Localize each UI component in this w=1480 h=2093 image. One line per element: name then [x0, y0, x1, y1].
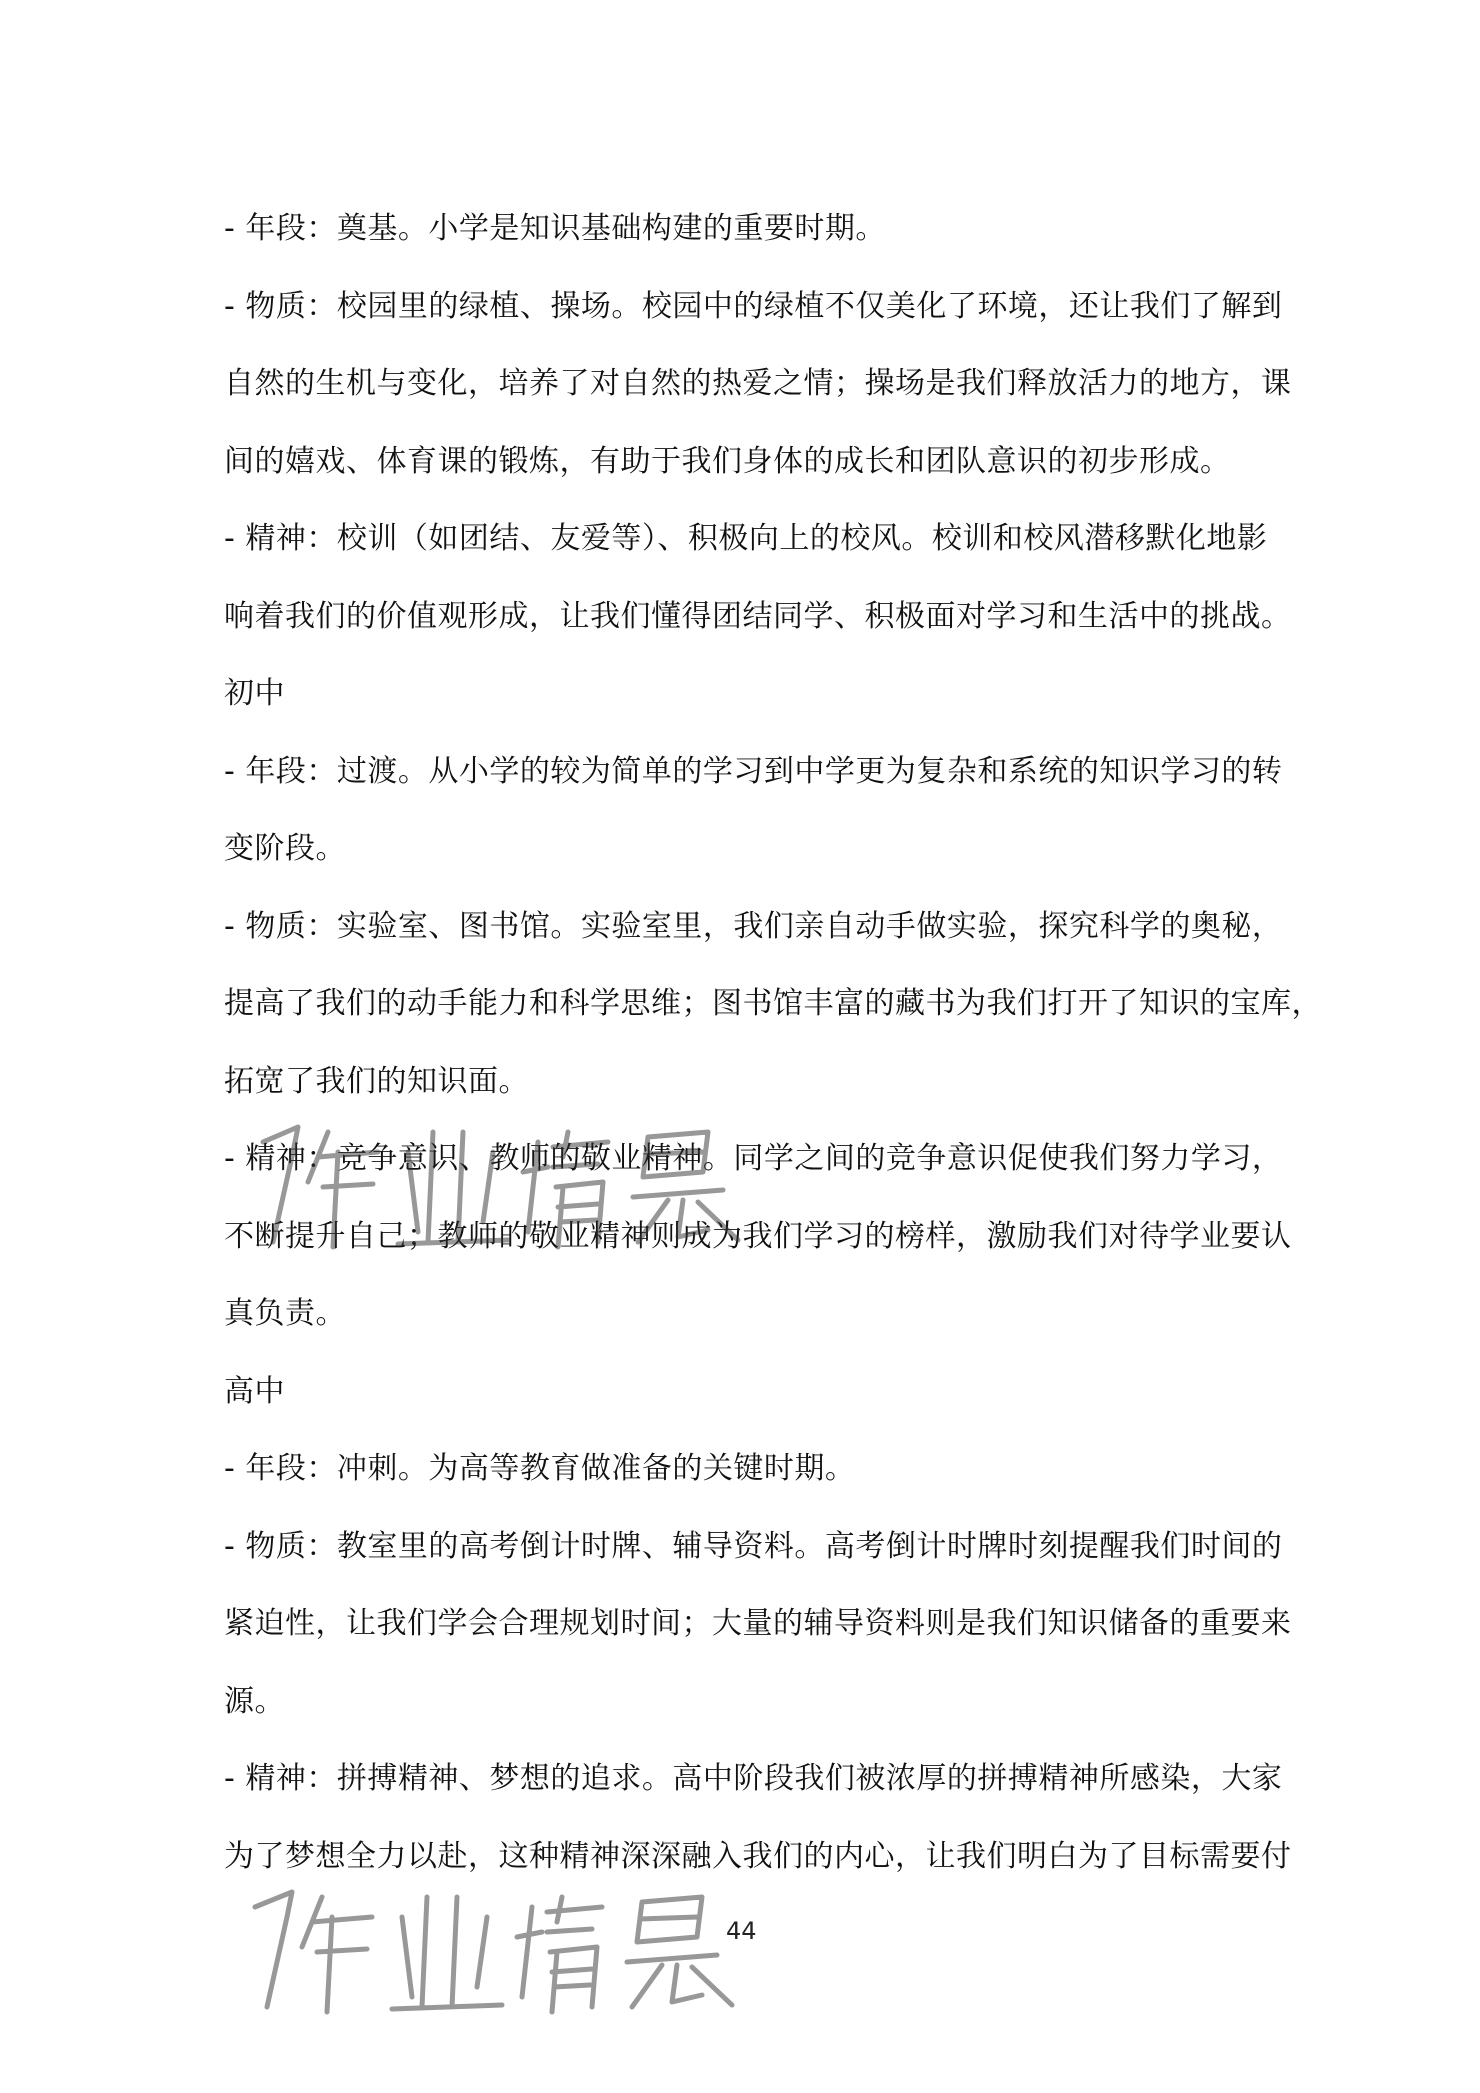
text-line: - 物质：校园里的绿植、操场。校园中的绿植不仅美化了环境，还让我们了解到	[224, 288, 1283, 324]
text-line: 紧迫性，让我们学会合理规划时间；大量的辅导资料则是我们知识储备的重要来	[224, 1606, 1292, 1641]
text-line: 不断提升自己；教师的敬业精神则成为我们学习的榜样，激励我们对待学业要认	[224, 1218, 1292, 1254]
text-line: 间的嬉戏、体育课的锻炼，有助于我们身体的成长和团队意识的初步形成。	[224, 443, 1231, 479]
document-body	[224, 190, 1322, 1895]
section-heading: 高中	[224, 1373, 285, 1409]
text-line: - 精神：竞争意识、教师的敬业精神。同学之间的竞争意识促使我们努力学习，	[224, 1141, 1283, 1176]
text-line: 变阶段。	[224, 831, 346, 866]
text-line: - 年段：奠基。小学是知识基础构建的重要时期。	[224, 211, 886, 246]
text-line: - 精神：拼搏精神、梦想的追求。高中阶段我们被浓厚的拼搏精神所感染，大家	[224, 1761, 1283, 1796]
text-line: 拓宽了我们的知识面。	[224, 1063, 529, 1099]
watermark-logo	[230, 1877, 830, 2027]
text-line: 为了梦想全力以赴，这种精神深深融入我们的内心，让我们明白为了目标需要付	[224, 1838, 1292, 1874]
text-line: 提高了我们的动手能力和科学思维；图书馆丰富的藏书为我们打开了知识的宝库，	[224, 986, 1322, 1021]
text-line: - 年段：过渡。从小学的较为简单的学习到中学更为复杂和系统的知识学习的转	[224, 753, 1283, 789]
page-number: 44	[726, 1917, 757, 1945]
section-heading: 初中	[224, 676, 285, 711]
text-line: - 年段：冲刺。为高等教育做准备的关键时期。	[224, 1451, 856, 1486]
text-line: 响着我们的价值观形成，让我们懂得团结同学、积极面对学习和生活中的挑战。	[224, 598, 1292, 634]
text-line: - 物质：教室里的高考倒计时牌、辅导资料。高考倒计时牌时刻提醒我们时间的	[224, 1528, 1283, 1564]
text-line: 自然的生机与变化，培养了对自然的热爱之情；操场是我们释放活力的地方，课	[224, 366, 1292, 401]
text-line: - 精神：校训（如团结、友爱等）、积极向上的校风。校训和校风潜移默化地影	[224, 521, 1268, 556]
text-line: - 物质：实验室、图书馆。实验室里，我们亲自动手做实验，探究科学的奥秘，	[224, 908, 1283, 944]
text-line: 真负责。	[224, 1296, 346, 1331]
watermark-logo	[238, 1112, 818, 1262]
text-line: 源。	[224, 1683, 285, 1719]
